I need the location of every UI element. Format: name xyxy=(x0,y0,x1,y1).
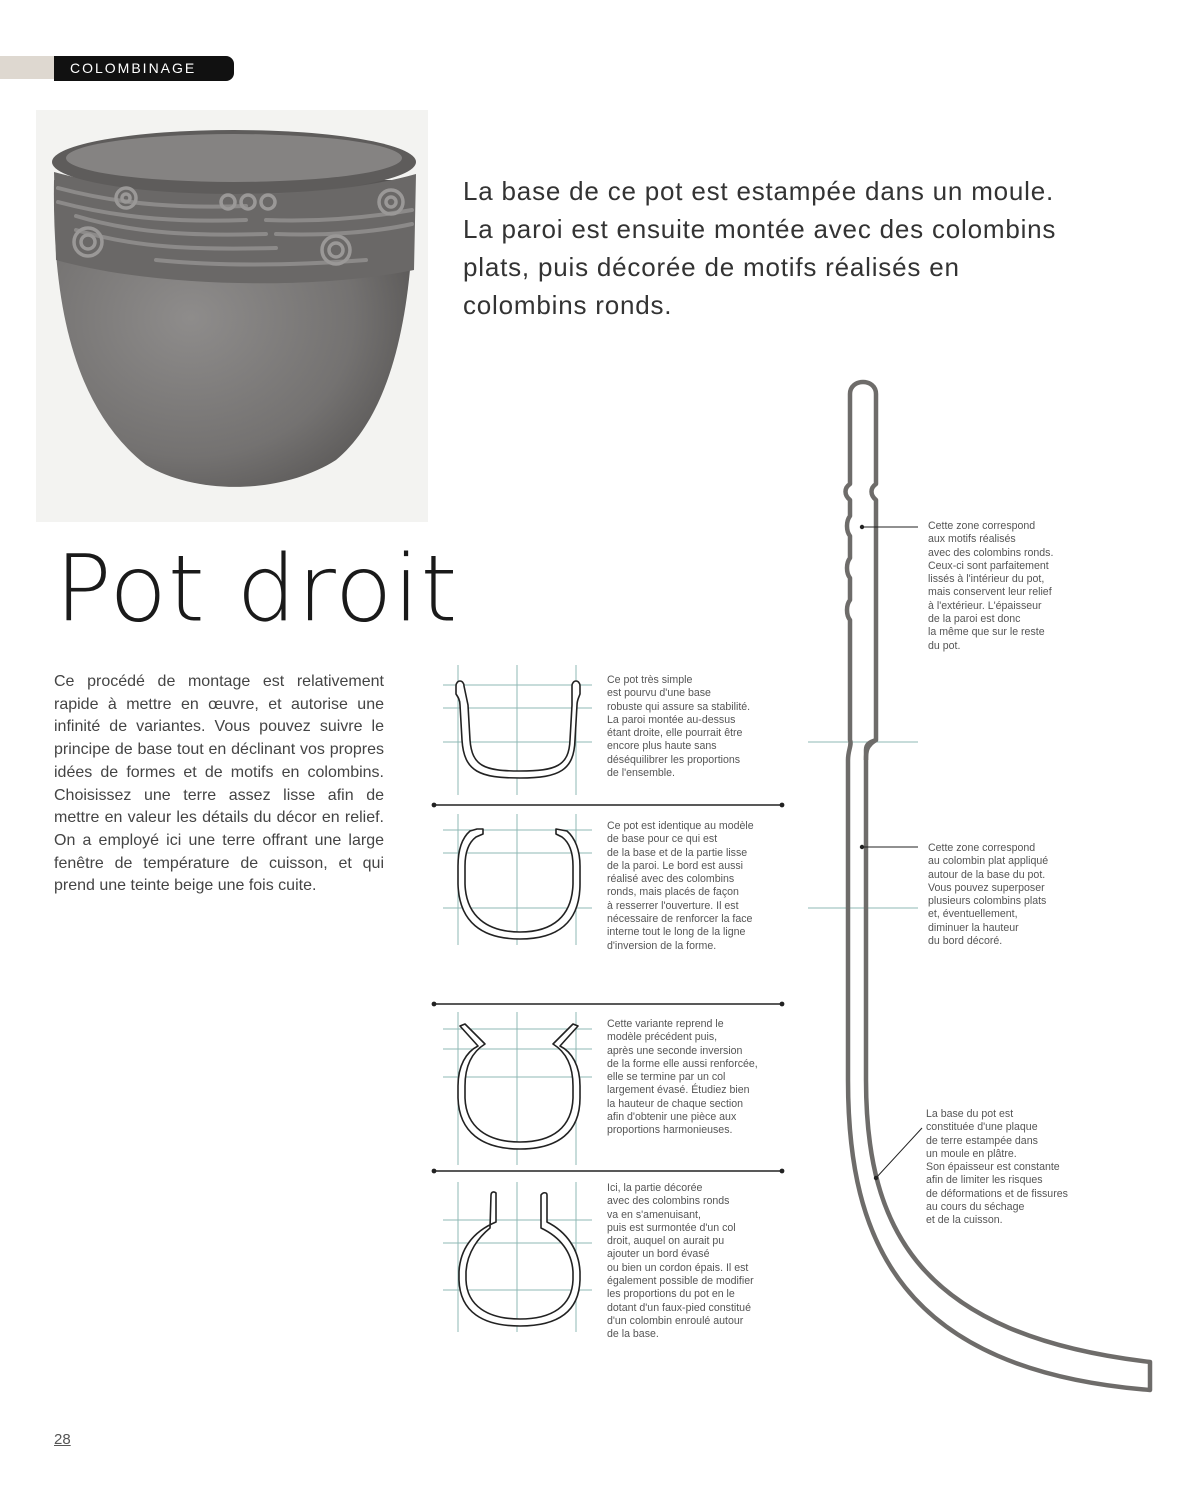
section-tab: COLOMBINAGE xyxy=(54,56,234,81)
variant-caption: Ce pot très simple est pourvu d'une base robuste qui assure sa stabilité. La paroi montée au-dessus étant droite, elle pourrait être encore plus haute sans déséquilibrer les proportions de l'ensemble. xyxy=(607,674,751,780)
page-number: 28 xyxy=(54,1431,71,1448)
variant-caption: Cette variante reprend le modèle précédent puis, après une seconde inversion de la forme elle aussi renforcée, elle se termine par un col largement évasé. Étudiez bien la hauteur de chaque section afin d'obtenir une pièce aux proportions harmonieuses. xyxy=(607,1018,758,1137)
leader-lines xyxy=(862,527,922,1178)
body-paragraph: Ce procédé de montage est relativement rapide à mettre en œuvre, et autorise une infinité de variantes. Vous pouvez suivre le principe de base tout en déclinant vos propres idées de formes et de motifs en colombins. Choisissez une terre assez lisse afin de mettre en valeur les détails du décor en relief. On a employé ici une terre offrant une large fenêtre de température de cuisson, et qui prend une teinte beige une fois cuite. xyxy=(54,673,384,895)
intro-paragraph: La base de ce pot est estampée dans un moule. La paroi est ensuite montée avec des colombins plats, puis décorée de motifs réalisés en colombins ronds. xyxy=(463,176,1057,320)
page-title: Pot droit xyxy=(55,536,459,643)
variant-caption: Ici, la partie décorée avec des colombins ronds va en s'amenuisant, puis est surmontée d'un col droit, auquel on aurait pu ajouter un bord évasé ou bien un cordon épais. Il est également possible de modifier les proportions du pot en le dotant d'un faux-pied constitué d'un colombin enroulé autour de la base. xyxy=(607,1182,754,1341)
profile-note: Cette zone correspond aux motifs réalisés avec des colombins ronds. Ceux-ci sont parfaitement lissés à l'intérieur du pot, mais conservent leur relief à l'extérieur. L'épaisseur de la paroi est donc la même que sur le reste du pot. xyxy=(928,520,1054,652)
profile-note: Cette zone correspond au colombin plat appliqué autour de la base du pot. Vous pouvez superposer plusieurs colombins plats et, éventuellement, diminuer la hauteur du bord décoré. xyxy=(928,842,1049,948)
variant-caption: Ce pot est identique au modèle de base pour ce qui est de la base et de la partie lisse de la paroi. Le bord est aussi réalisé avec des colombins ronds, mais placés de façon à resserrer l'ouverture. Il est nécessaire de renforcer la face interne tout le long de la ligne d'inversion de la forme. xyxy=(607,820,754,952)
profile-note: La base du pot est constituée d'une plaque de terre estampée dans un moule en plâtre. Son épaisseur est constante afin de limiter les risques de déformations et de fissures au cours du séchage et de la cuisson. xyxy=(926,1108,1068,1227)
